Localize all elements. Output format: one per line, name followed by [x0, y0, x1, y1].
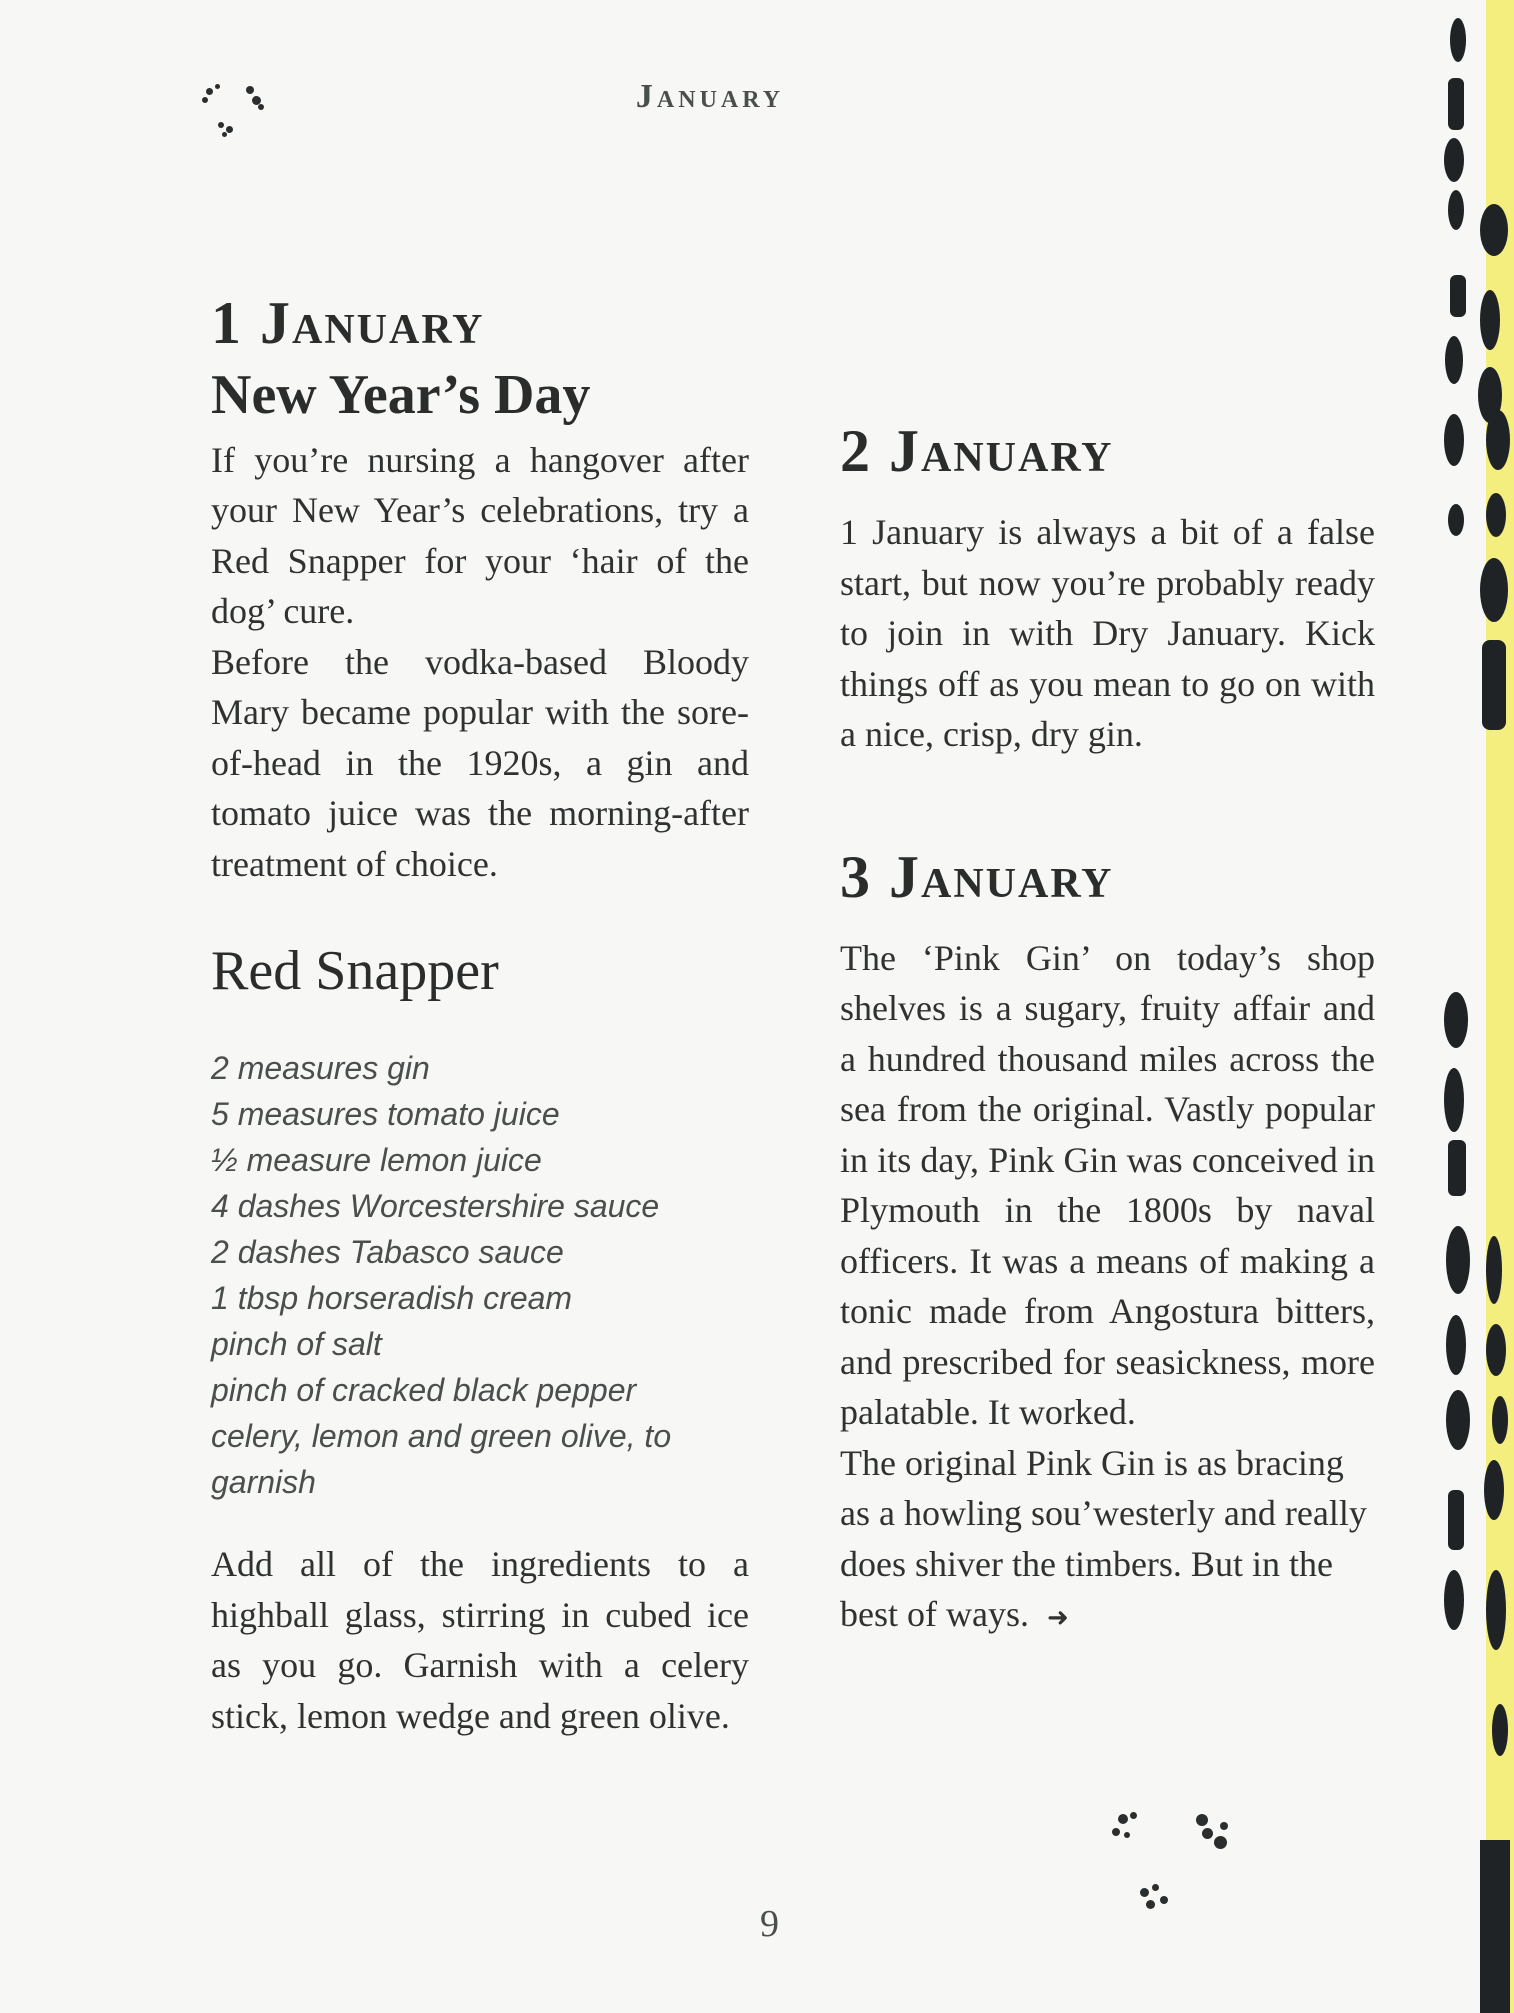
pattern-shape — [1448, 190, 1464, 230]
entry-day: 2 — [840, 418, 872, 484]
pattern-shape — [1450, 275, 1466, 317]
entry-heading — [211, 292, 749, 355]
pattern-shape — [1486, 1324, 1506, 1376]
page-number: 9 — [760, 1903, 779, 1945]
pattern-shape — [1480, 1840, 1510, 2013]
ingredient-item: 5 measures tomato juice — [211, 1096, 560, 1133]
right-column — [840, 420, 1375, 1644]
section-gap — [840, 760, 1375, 846]
entry-paragraph: Before the vodka-based Bloody Mary became popular with the sore-of-head in the 1920s, a gin and tomato juice was the morning-after treatment of choice. — [211, 641, 749, 884]
entry-paragraph: 1 January is always a bit of a false start, but now you’re probably ready to join in with Dry January. Kick things off as you mean to go on with a nice, crisp, dry gin. — [840, 512, 1375, 754]
ingredient-item: pinch of cracked black pepper — [211, 1372, 637, 1409]
pattern-shape — [1448, 1140, 1466, 1196]
pattern-shape — [1445, 336, 1463, 384]
pattern-shape — [1486, 1570, 1506, 1650]
entry-subtitle: New Year’s Day — [211, 364, 591, 426]
pattern-shape — [1444, 138, 1464, 182]
pattern-shape — [1444, 1068, 1464, 1132]
entry-month: January — [889, 418, 1114, 484]
pattern-shape — [1446, 1226, 1470, 1294]
entry-january-2 — [840, 420, 1375, 760]
pattern-shape — [1446, 1390, 1470, 1450]
ingredient-item: ½ measure lemon juice — [211, 1142, 542, 1179]
running-head: January — [635, 78, 785, 115]
pattern-shape — [1480, 558, 1508, 622]
pattern-shape — [1444, 992, 1468, 1048]
pattern-shape — [1480, 204, 1508, 256]
ingredient-list — [211, 1045, 749, 1505]
pattern-shape — [1486, 1236, 1502, 1304]
entry-heading — [840, 843, 1375, 910]
pattern-shape — [1444, 414, 1464, 466]
entry-month: January — [889, 843, 1114, 910]
entry-day: 1 — [211, 290, 243, 356]
ingredient-item: 2 dashes Tabasco sauce — [211, 1234, 564, 1271]
pattern-shape — [1446, 1315, 1466, 1375]
ingredient-item: celery, lemon and green olive, to garnish — [211, 1418, 672, 1501]
entry-month: January — [260, 290, 485, 356]
entry-paragraph-text: The original Pink Gin is as bracing as a howling sou’westerly and really does shiver the timbers. But in the best of ways. — [840, 1442, 1367, 1634]
entry-day: 3 — [840, 843, 872, 910]
decorative-dots-top-icon — [200, 82, 270, 142]
pattern-shape — [1486, 410, 1510, 470]
pattern-shape — [1448, 1490, 1464, 1550]
ingredient-item: 2 measures gin — [211, 1050, 430, 1087]
arrow-right-icon: ➜ — [1046, 1603, 1069, 1632]
entry-january-3 — [840, 843, 1375, 1644]
pattern-shape — [1448, 78, 1464, 130]
pattern-shape — [1492, 1396, 1508, 1444]
pattern-shape — [1480, 290, 1500, 350]
entry-january-1 — [211, 292, 749, 1741]
entry-heading — [840, 420, 1375, 483]
pattern-shape — [1486, 493, 1506, 537]
decorative-edge-pattern — [1440, 0, 1514, 2013]
entry-paragraph: The ‘Pink Gin’ on today’s shop shelves is a sugary, fruity affair and a hundred thousand miles across the sea from the original. Vastly popular in its day, Pink Gin was conceived in Plymouth in the 1800s by naval officers. It was a means of making a tonic made from Angostura bitters, and prescribed for seasickness, more palatable. It worked. — [840, 937, 1375, 1432]
ingredient-item: pinch of salt — [211, 1326, 382, 1363]
pattern-shape — [1448, 504, 1464, 536]
pattern-shape — [1450, 18, 1466, 62]
pattern-shape — [1484, 1460, 1504, 1520]
ingredient-item: 1 tbsp horseradish cream — [211, 1280, 573, 1317]
ingredient-item: 4 dashes Worcestershire sauce — [211, 1188, 660, 1225]
pattern-shape — [1444, 1570, 1464, 1630]
pattern-shape — [1492, 1704, 1508, 1756]
recipe-title: Red Snapper — [211, 940, 499, 1003]
decorative-dots-bottom-icon — [1110, 1810, 1240, 1920]
pattern-shape — [1482, 640, 1506, 730]
entry-paragraph: If you’re nursing a hangover after your New Year’s celebrations, try a Red Snapper for your ‘hair of the dog’ cure. — [211, 439, 749, 632]
recipe-method: Add all of the ingredients to a highball glass, stirring in cubed ice as you go. Garnish with a celery stick, lemon wedge and green olive. — [211, 1544, 749, 1736]
entry-paragraph-last — [840, 1438, 1375, 1644]
